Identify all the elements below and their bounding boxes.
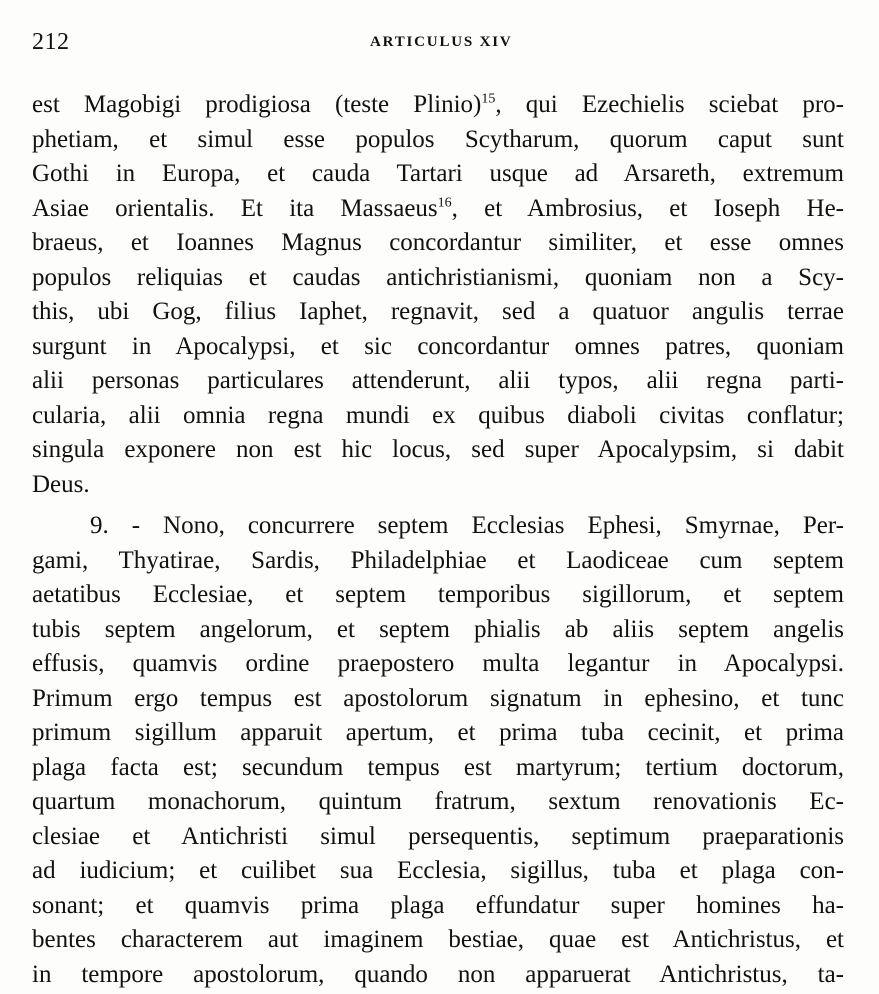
text-line: braeus, et Ioannes Magnus concordantur similiter, et esse omnes: [32, 229, 844, 256]
running-head: [32, 28, 844, 56]
text-line: primum sigillum apparuit apertum, et prima tuba cecinit, et prima: [32, 719, 844, 746]
footnote-ref: 16: [437, 195, 452, 211]
text-line: phetiam, et simul esse populos Scytharum, quorum caput sunt: [32, 125, 844, 153]
footnote-ref: 15: [481, 91, 496, 107]
paragraph-1: [32, 88, 844, 502]
text-line: singula exponere non est hic locus, sed super Apocalypsim, si dabit: [32, 436, 844, 463]
text-line: bentes characterem aut imaginem bestiae, quae est Antichristus, et: [32, 926, 844, 953]
body-text: [32, 88, 844, 992]
text-line: clesiae et Antichristi simul persequentis, septimum praeparationis: [32, 822, 844, 850]
text-line: est Magobigi prodigiosa (teste Plinio)$^{15}$, qui Ezechielis sciebat pro-: [32, 91, 844, 118]
text-line: gami, Thyatirae, Sardis, Philadelphiae et Laodiceae cum septem: [32, 546, 844, 574]
text-line: effusis, quamvis ordine praepostero multa legantur in Apocalypsi.: [32, 650, 844, 677]
text-line: Asiae orientalis. Et ita Massaeus$^{16}$, et Ambrosius, et Ioseph He-: [32, 194, 844, 222]
text-line: Deus.: [32, 470, 90, 498]
text-line: cularia, alii omnia regna mundi ex quibus diaboli civitas conflatur;: [32, 401, 844, 429]
text-line: 9. - Nono, concurrere septem Ecclesias Ephesi, Smyrnae, Per-: [90, 512, 844, 539]
text-line: plaga facta est; secundum tempus est martyrum; tertium doctorum,: [32, 753, 844, 781]
text-line: ad iudicium; et cuilibet sua Ecclesia, sigillus, tuba et plaga con-: [32, 857, 844, 884]
text-line: Gothi in Europa, et cauda Tartari usque ad Arsareth, extremum: [32, 160, 844, 187]
text-line: this, ubi Gog, filius Iaphet, regnavit, sed a quatuor angulis terrae: [32, 298, 844, 325]
text-line: quartum monachorum, quintum fratrum, sextum renovationis Ec-: [32, 788, 844, 815]
paragraph-2: [32, 509, 844, 992]
running-title: ARTICULUS XIV: [370, 34, 513, 50]
text-line: alii personas particulares attenderunt, alii typos, alii regna parti-: [32, 367, 844, 394]
text-line: Primum ergo tempus est apostolorum signatum in ephesino, et tunc: [32, 684, 844, 712]
text-line: sonant; et quamvis prima plaga effundatur super homines ha-: [32, 891, 844, 919]
page-number: 212: [32, 29, 70, 55]
text-line: tubis septem angelorum, et septem phialis ab aliis septem angelis: [32, 615, 844, 643]
text-line: in tempore apostolorum, quando non apparuerat Antichristus, ta-: [32, 960, 844, 988]
text-line: populos reliquias et caudas antichristianismi, quoniam non a Scy-: [32, 263, 844, 291]
text-line: surgunt in Apocalypsi, et sic concordantur omnes patres, quoniam: [32, 332, 844, 360]
text-line: aetatibus Ecclesiae, et septem temporibus sigillorum, et septem: [32, 581, 844, 608]
